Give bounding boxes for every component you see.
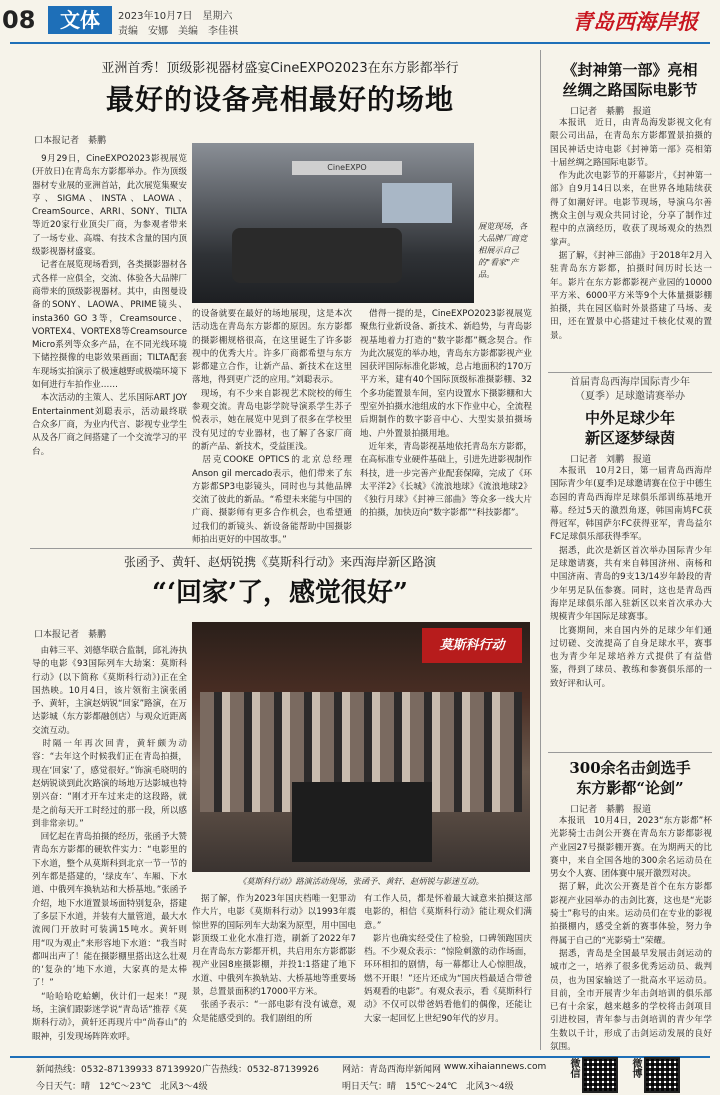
lead-column-3: 借得一提的是，CineEXPO2023影视展览聚焦行业新设备、新技术、新趋势，与青岛影视基地着力打造的“数字影都”概念契合。作为此次展览的举办地，青岛东方影都影视产业园获评国际标准化影城，总占地面积约170万平方米，建有40个国际顶级标准摄影棚、32个多功能置景车间，室内设置水下摄影棚和大型室外拍摄水池组成的水下作业中心，全流程后期制作的数字影音中心、大型实景拍摄场地、户外置景拍摄用地。 近年来，青岛影视基地依托青岛东方影都，在高标准专业硬件基础上，引进先进影视制作科技，进一步完善产业配套保障，完成了《环太平洋2》《长城》《流浪地球》《流浪地球2》《独行月球》《封神三部曲》等众多一线大片的拍摄，加快迈向“数字影都”“科技影都”。: [360, 309, 532, 519]
lead-headline: 最好的设备亮相最好的场地: [105, 83, 454, 116]
website-url[interactable]: www.xihaiannews.com: [444, 1062, 547, 1072]
title-line: 《封神第一部》亮相: [562, 61, 698, 79]
right-article2-kicker: [548, 376, 712, 404]
title-line: 东方影都“论剑”: [576, 779, 684, 797]
news-hotline: 新闻热线：0532-87139933 87139920: [36, 1065, 202, 1075]
right-article3-text: 本报讯 10月4日，2023“东方影都”杯光影骑士击剑公开赛在青岛东方影都影视产业园27号摄影棚开赛。在为期两天的比赛中，来自全国各地的300余名运动员在男女个人赛、团体赛中展开激烈对决。 据了解，此次公开赛是首个在东方影都影视产业园举办的击剑比赛，这也是“光影骑士”称号的由来。运动员们在专业的影视拍摄棚内，感受全新的赛事体验，努力争得属于自己的“光影骑士”荣耀。 据悉，青岛是全国最早发展击剑运动的城市之一，培养了很多优秀运动员、裁判员，也为国家输送了一批高水平运动员。目前，全市开展青少年击剑培训的俱乐部已有十余家，越来越多的学校将击剑项目引进校园，青年参与击剑培训的青少年学生数以千计，形成了击剑运动发展的良好氛围。: [550, 816, 712, 1053]
right-article2-text: 本报讯 10月2日，第一届青岛西海岸国际青少年(夏季)足球邀请赛在位于中德生态园的青岛西海岸足球俱乐部训练基地开幕。经过5天的激烈角逐，韩国南鸠FC获得冠军，韩国萨尔FC获得亚军，青岛益尔FC足球俱乐部获得季军。 据悉，此次是新区首次举办国际青少年足球邀请赛，共有来自韩国济州、南杨和中国济南、青岛的9支13/14岁年龄段的青少年男足队伍参赛。同时，这也是青岛西海岸足球俱乐部入驻新区以来首次承办大规模青少年国际足球赛事。 比赛期间，来自国内外的足球少年们通过切磋、交流提高了自身足球水平，赛事也为青少年足球培养方式提供了有益借鉴，得到了球员、教练和参赛俱乐部的一致好评和认可。: [550, 466, 712, 689]
kicker-line: （夏季）足球邀请赛举办: [575, 391, 685, 402]
wechat-qr-icon[interactable]: [582, 1057, 618, 1093]
second-kicker: 张函予、黄轩、赵炳锐携《莫斯科行动》来西海岸新区路演: [123, 555, 436, 569]
roadshow-photo: [192, 622, 530, 872]
kicker-line: 首届青岛西海岸国际青少年: [570, 377, 690, 388]
expo-photo-caption: 展览现场，各大品牌厂商竞相展示自己的"看家"产品。: [478, 221, 528, 279]
right-article2-title: [548, 408, 712, 448]
article-divider: [30, 548, 532, 549]
movie-poster: 莫斯科行动: [422, 628, 522, 663]
right-article3-title: [548, 758, 712, 798]
title-line: 新区逐梦绿茵: [584, 429, 675, 447]
wechat-label: 微信: [568, 1058, 579, 1078]
today-weather: 今日天气：晴 12℃～23℃ 北风3～4级: [36, 1082, 208, 1092]
second-column-1: 由韩三平、刘德华联合监制，邱礼涛执导的电影《93国际列车大劫案：莫斯科行动》(以下简称《莫斯科行动》)正在全国热映。10月4日，该片领衔主演张函予、黄轩，主演赵炳锐“回家”路演，在万达影城（东方影都融创店）与观众近距离交流互动。 时隔一年再次回青，黄轩颇为动容：“去年这个时候我们正在青岛拍摄，现在‘回家’了，感觉很好。”饰演毛晓明的赵炳锐谈到此次路演的场地万达影城也特别兴奋：“刚才开车过来走的这段路，就是之前每天开工时经过的那一段，所以感到非常亲切。” 回忆起在青岛拍摄的经历，张函予大赞青岛东方影都的硬软件实力：“电影里的下水道，整个从莫斯科到北京一节一节的列车都是搭建的，‘绿皮车’、车厢、下水道、中俄列车换轨站和大桥基地。”张函予介绍，地下水道置景场面特别复杂，搭建了多层下水道，并装有大量管道，最大水流阀门开放时可装满15吨水。黄轩则用“叹为观止”来形容地下水道：“我当时都叫出声了！能在摄影棚里搭出这么壮观的‘复杂的’地下水道，大家真的是太棒了！” “哈哈哈吃蛤蜊，伙计们一起来！”现场，主演们跟影迷学说“青岛话”推荐《莫斯科行动》，黄轩还再现片中“尚春山”的眼神，引发现场阵阵欢呼。: [32, 646, 187, 1042]
expo-photo: [192, 143, 474, 303]
ad-hotline: 广告热线：0532-87139926: [202, 1065, 319, 1075]
right-divider-2: [548, 752, 712, 753]
weibo-qr-icon[interactable]: [644, 1057, 680, 1093]
editors-line: 责编 安娜 美编 李佳祺: [118, 26, 238, 37]
page-number: 08: [2, 6, 36, 34]
right-article1-byline: 口记者 綦鹏 报道: [570, 107, 652, 117]
title-line: 丝绸之路国际电影节: [562, 81, 698, 99]
second-byline: 口本报记者 綦鹏: [34, 630, 107, 640]
website-label: 网站：青岛西海岸新闻网: [342, 1065, 442, 1075]
page-header: [0, 0, 720, 44]
tomorrow-weather: 明日天气：晴 15℃～24℃ 北风3～4级: [342, 1082, 514, 1092]
right-divider-1: [548, 372, 712, 373]
second-column-3: 有工作人员，都是怀着最大诚意来拍摄这部电影的，相信《莫斯科行动》能让观众们满意。” 影片也确实经受住了检验，口碑领跑国庆档。不少观众表示：“惊险刺激的动作场面，环环相扣的剧情，每一幕都让人心惊胆战，燃不开眼！”还片还成为“国庆档最适合带爸妈观看的电影”。有观众表示，看《莫斯科行动》不仅可以带爸妈看他们的偶像，还能让大家一起回忆上世纪90年代的岁月。: [364, 894, 532, 1024]
right-article1-text: 本报讯 近日，由青岛海发影视文化有限公司出品，在青岛东方影都置景拍摄的国民神话史诗电影《封神第一部》亮相第十届丝绸之路国际电影节。 作为此次电影节的开幕影片，《封神第一部》自9月14日以来，在世界各地陆续获得了如潮好评。电影节现场，导演乌尔善携众主创与观众共同讨论，分享了制作过程中的点滴经历，收获了现场观众的热烈掌声。 据了解，《封神三部曲》于2018年2月入驻青岛东方影都，拍摄时间历时长达一年。影片在东方影都影视产业园的10000平方米、6000平方米等9个大体量摄影棚拍摄，共在园区临时外景搭建了马场、麦田，还在置景中心搭建过千核化仗观的置景。: [550, 118, 712, 341]
issue-date: 2023年10月7日 星期六: [118, 11, 233, 22]
front-row-guests: [292, 782, 432, 862]
title-line: 300余名击剑选手: [569, 759, 691, 777]
lead-column-1: 9月29日，CineEXPO2023影视展览(开放日)在青岛东方影都举办。作为顶级器材专业展的亚洲首站，此次展览集聚安亨、SIGMA、INSTA、LAOWA、CreamSource、ARRI、SONY、TILTA等近20家行业顶尖厂商，为参观者带来了一场专业、高端、有技术含量的国内顶级影视器材盛宴。 记者在展览现场看到，各类摄影器材各式各样一应俱全，交流、体验各大品牌厂商带来的顶级影视器材。其中，由图曼设备的SONY、LAOWA、PRIME镜头、insta360 GO 3等，Creamsource、VORTEX4、VORTEX8等Creamsource Micro系列等众多产品，在不同光线环境下储控摄像的电影效果画面；TILTA配套车现场实拍演示了极速越野或极端环境下如何进行车拍作业…… 本次活动的主策人、艺乐国际ART JOY Entertainment刘聪表示，活动最终联合众多厂商，为业内代言、影视专业学生从及各厂商之间搭建了一个交流学习的平台。: [32, 154, 187, 457]
masthead-logo: 青岛西海岸报: [572, 9, 698, 34]
right-article3-byline: 口记者 綦鹏 报道: [570, 805, 652, 815]
footer-contacts: [0, 1062, 547, 1076]
header-divider: [10, 42, 710, 44]
lead-column-2: 的设备就要在最好的场地展现，这是本次活动选在青岛东方影都的原因。东方影都的摄影棚规格很高，在这里诞生了许多影视中的优秀大片。许多厂商都希望与东方影都建立合作，让新产品、新技术在这里落地，得到更广泛的应用。”刘聪表示。 现场，有不少来自影视艺术院校的师生参观交流。青岛电影学院导演系学生苏子悦表示，她在展览中见到了很多在学校里没有见过的专业器材，也了解了各家厂商的新产品、新技术，受益匪浅。 居克COOKE OPTICS的北京总经理Anson gil mercado表示，他们带来了东方影都SP3电影镜头，同时也与其他品牌交流了彼此的新品。“希望未来能与中国的广商、摄影师有更多合作机会，也希望通过我们的新镜头、新设备能帮助中国摄影师拍出更好的中国故事。”: [192, 309, 352, 546]
lead-kicker: 亚洲首秀！顶级影视器材盛宴CineEXPO2023在东方影都举行: [101, 61, 459, 76]
vehicle-rig: [232, 228, 402, 283]
second-headline: “‘回家’了，感觉很好”: [151, 578, 408, 608]
right-article1-title: [548, 60, 712, 100]
section-tag: 文体: [48, 6, 112, 34]
second-column-2: 据了解，作为2023年国庆档唯一犯罪动作大片，电影《莫斯科行动》以1993年震惊世界的国际列车大劫案为原型，用中国电影顶级工业化水准打造，刷新了2022年7月在青岛东方影都开机，共启用东方影都影视产业园8座摄影棚，并投1:1搭建了地下水道、中俄列车换轨站、大桥基地等重要场景，总置景面积约17000平方米。 张函予表示：“一部电影有没有诚意，观众是能感受到的。我们剧组的所: [192, 894, 356, 1024]
expo-banner: CineEXPO: [292, 161, 402, 175]
display-screen: [382, 183, 452, 223]
right-article2-byline: 口记者 刘鹏 报道: [570, 455, 652, 465]
weibo-label: 微博: [630, 1058, 641, 1078]
lead-byline: 口本报记者 綦鹏: [34, 136, 107, 146]
title-line: 中外足球少年: [584, 409, 675, 427]
roadshow-photo-caption: 《莫斯科行动》路演活动现场，张函予、黄轩、赵炳锐与影迷互动。: [238, 876, 484, 886]
column-divider: [540, 50, 541, 1050]
